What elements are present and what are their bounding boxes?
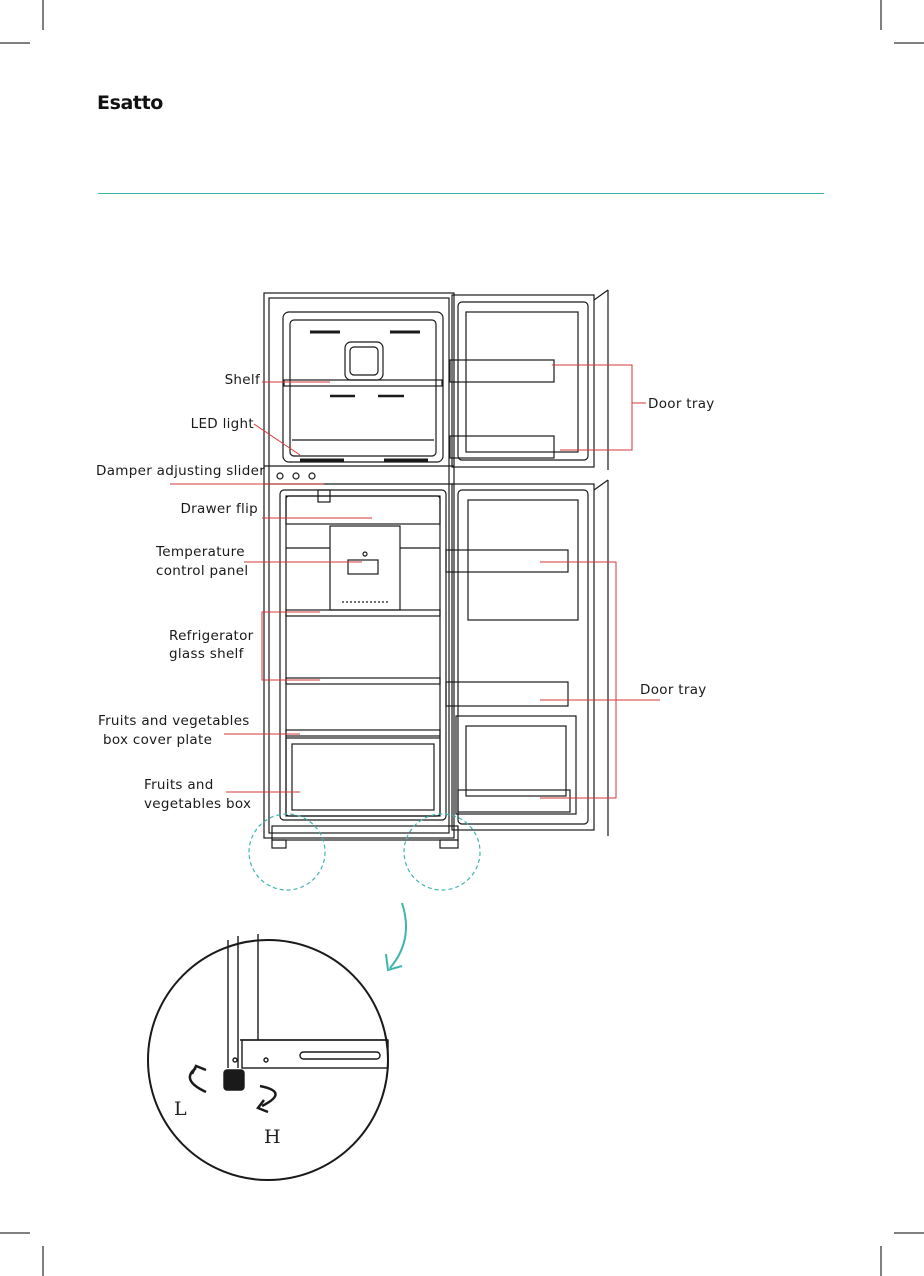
callout-glass-shelf-2: glass shelf xyxy=(169,646,244,662)
callout-shelf: Shelf xyxy=(224,372,260,388)
fridge-door xyxy=(452,484,594,830)
callout-door-tray-top: Door tray xyxy=(648,396,715,412)
vegetables-box xyxy=(286,738,440,816)
callout-cover-plate-1: Fruits and vegetables xyxy=(98,713,250,729)
veg-box-cover xyxy=(286,730,440,736)
callout-cover-plate-2: box cover plate xyxy=(103,732,213,748)
lower-door-tray-2 xyxy=(446,682,568,706)
drawer-flip xyxy=(286,496,440,524)
callout-glass-shelf-1: Refrigerator xyxy=(169,628,254,644)
callout-drawer-flip: Drawer flip xyxy=(180,501,258,517)
callout-door-tray-bottom: Door tray xyxy=(640,682,707,698)
glass-shelf-lower xyxy=(286,678,440,684)
temperature-control-panel xyxy=(330,526,400,610)
glass-shelf-upper xyxy=(286,610,440,616)
lower-door-tray-3 xyxy=(458,790,570,812)
callout-temp-panel-1: Temperature xyxy=(156,544,245,560)
brand-logo: Esatto xyxy=(97,92,163,114)
label-low: L xyxy=(174,1098,187,1120)
callout-led-light: LED light xyxy=(190,416,254,432)
freezer-vent xyxy=(345,342,383,380)
callout-damper-slider: Damper adjusting slider xyxy=(96,463,266,479)
callout-veg-box-1: Fruits and xyxy=(144,777,214,793)
callout-temp-panel-2: control panel xyxy=(156,563,249,579)
label-high: H xyxy=(264,1126,281,1148)
lower-door-tray-1 xyxy=(446,550,568,572)
freezer-door xyxy=(452,295,594,467)
callout-veg-box-2: vegetables box xyxy=(144,796,252,812)
zoom-arrow xyxy=(390,903,406,968)
freezer-shelf xyxy=(284,380,442,386)
